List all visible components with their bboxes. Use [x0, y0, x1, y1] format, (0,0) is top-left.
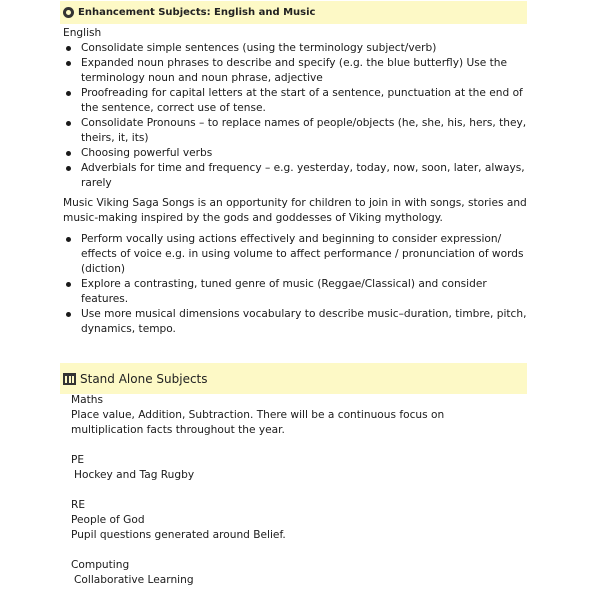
re-line-2: Pupil questions generated around Belief. — [71, 529, 286, 541]
list-item: Proofreading for capital letters at the start of a sentence, punctuation at the end of the sentence, correct use of tense. — [63, 86, 533, 116]
computing-heading: Computing — [71, 559, 130, 571]
list-item: Consolidate Pronouns – to replace names of people/objects (he, she, his, hers, they, theirs, it, its) — [63, 116, 533, 146]
english-heading: English — [63, 27, 102, 39]
music-list — [63, 232, 533, 337]
maths-heading: Maths — [71, 394, 104, 406]
columns-icon — [63, 373, 76, 385]
list-item: Adverbials for time and frequency – e.g. yesterday, today, now, soon, later, always, rarely — [63, 161, 533, 191]
list-item: Choosing powerful verbs — [63, 146, 533, 161]
list-item: Perform vocally using actions effectively and beginning to consider expression/ effects of voice e.g. in using volume to affect performance / pronunciation of words (diction) — [63, 232, 533, 277]
standalone-title: Stand Alone Subjects — [80, 371, 208, 386]
list-item: Explore a contrasting, tuned genre of music (Reggae/Classical) and consider features. — [63, 277, 533, 307]
lightbulb-icon — [63, 7, 74, 18]
list-item: Consolidate simple sentences (using the terminology subject/verb) — [63, 41, 533, 56]
pe-heading: PE — [71, 454, 85, 466]
maths-text: Place value, Addition, Subtraction. There will be a continuous focus on multiplication facts throughout the year. — [71, 409, 445, 436]
enhancement-section — [63, 26, 533, 337]
re-line-1: People of God — [71, 514, 145, 526]
re-heading: RE — [71, 499, 86, 511]
english-list — [63, 41, 533, 191]
standalone-header-band — [60, 363, 527, 394]
enhancement-header-band — [60, 1, 527, 24]
standalone-section — [71, 393, 511, 588]
music-intro: Music Viking Saga Songs is an opportunity for children to join in with songs, stories and music-making inspired by the gods and goddesses of Viking mythology. — [63, 197, 527, 224]
pe-text: Hockey and Tag Rugby — [74, 469, 195, 481]
list-item: Use more musical dimensions vocabulary to describe music–duration, timbre, pitch, dynamics, tempo. — [63, 307, 533, 337]
list-item: Expanded noun phrases to describe and specify (e.g. the blue butterfly) Use the terminology noun and noun phrase, adjective — [63, 56, 533, 86]
computing-text: Collaborative Learning — [74, 574, 194, 586]
enhancement-title: Enhancement Subjects: English and Music — [78, 7, 316, 18]
